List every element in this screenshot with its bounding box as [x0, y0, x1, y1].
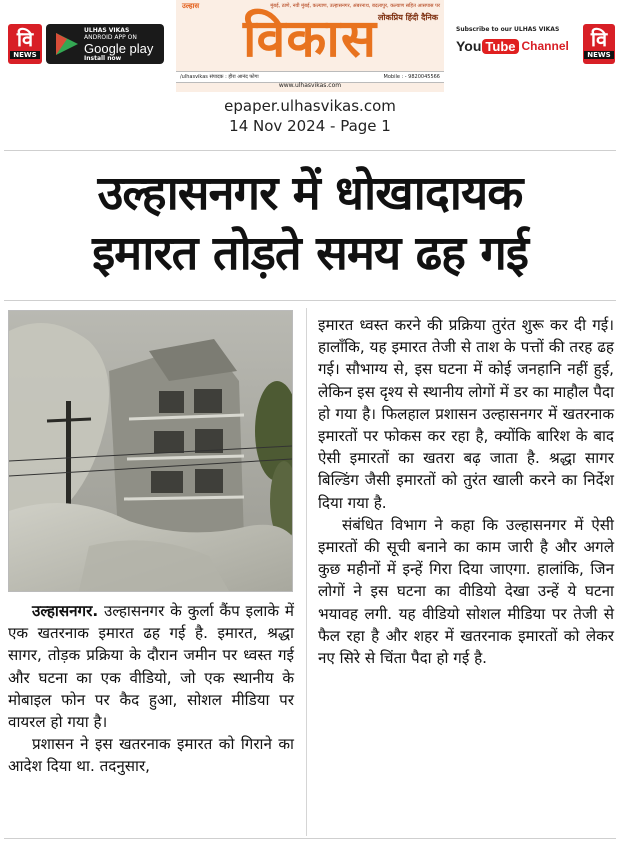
contact-mobile: Mobile : - 9820045566 [383, 74, 440, 80]
article-paragraph-4: संबंधित विभाग ने कहा कि उल्हासनगर में ऐसी इमारतों की सूची बनाने का काम जारी है और अगले कुछ महीनों में इन्हें गिरा दिया जाएगा. हालांकि, जिन लोगों ने इस घटना का वीडियो देखा उन्हें ये घटना भयावह लगी. यह वीडियो सोशल मीडिया पर तेजी से फैल रहा है और शहर में खतरनाक इमारतों को लेकर नए सिरे से चिंता पैदा हो गई है. [318, 515, 614, 668]
newspaper-nameplate [176, 0, 444, 92]
divider [4, 838, 616, 839]
ulhas-vikas-news-logo-right[interactable] [583, 24, 615, 64]
headline-line-1: उल्हासनगर में धोखादायक [97, 166, 523, 221]
logo-mark: वि [16, 27, 34, 51]
article-column-right [318, 314, 614, 669]
ulhas-vikas-news-logo[interactable] [8, 24, 42, 64]
logo-tag: NEWS [10, 51, 39, 59]
install-now-label: Install now [84, 55, 122, 62]
logo-mark: वि [590, 27, 608, 51]
youtube-tube: Tube [482, 39, 518, 54]
website-url[interactable]: www.ulhasvikas.com [278, 82, 342, 89]
social-handle: /ulhasvikas संपादक : हीरा आनंद फोगा [180, 74, 259, 80]
masthead [0, 0, 620, 92]
subscribe-text: Subscribe to our ULHAS VIKAS [456, 26, 560, 33]
article-column-left [8, 600, 294, 778]
article-paragraph-2: प्रशासन ने इस खतरनाक इमारत को गिराने का आदेश दिया था. तदनुसार, [8, 735, 294, 776]
edition-date-page: 14 Nov 2024 - Page 1 [229, 117, 391, 135]
collapsed-building-photo [8, 310, 293, 592]
paragraph-1-text: उल्हासनगर के कुर्ला कैंप इलाके में एक खतरनाक इमारत ढह गई है. इमारत, श्रद्धा सागर, तोड़क प्रक्रिया के दौरान जमीन पर ध्वस्त गई और घटना का एक वीडियो, जो एक स्थानीय के मोबाइल फोन पर कैद हुआ, सोशल मीडिया पर वायरल हो गया है। [8, 602, 294, 732]
app-brand: ULHAS VIKAS [84, 27, 130, 34]
google-play-label: Google play [84, 41, 154, 56]
youtube-logo [456, 36, 578, 56]
google-play-badge[interactable] [46, 24, 164, 64]
divider [4, 150, 616, 151]
daily-tagline: लोकप्रिय हिंदी दैनिक [377, 13, 438, 22]
epaper-url[interactable]: epaper.ulhasvikas.com [224, 97, 396, 115]
youtube-you: You [456, 38, 482, 54]
google-play-icon-accent [56, 33, 67, 55]
nameplate-prefix: उल्हास [182, 2, 200, 10]
epaper-source [0, 96, 620, 136]
dateline: उल्हासनगर. [32, 602, 99, 620]
article-paragraph-3: इमारत ध्वस्त करने की प्रक्रिया तुरंत शुरू कर दी गई। हालाँकि, यह इमारत तेजी से ताश के पत्तों की तरह ढह गई। सौभाग्य से, इस घटना में कोई जनहानि नहीं हुई, लेकिन इस दृश्य से स्थानीय लोगों में डर का माहौल पैदा हो गया है। फिलहाल प्रशासन उल्हासनगर में खतरनाक इमारतों पर फोकस कर रहा है, क्योंकि बारिश के बाद ऐसी इमारतों का खतरा बढ़ जाता है. श्रद्धा सागर बिल्डिंग जैसी इमारतों को तुरंत खाली करने का निर्देश दिया गया है. [318, 316, 614, 512]
logo-tag: NEWS [584, 51, 613, 59]
coverage-tagline: मुंबई, ठाणे, नवी मुंबई, कल्याण, उल्हासनगर, अंबरनाथ, बदलापुर, कल्याण सहित आसपास पर [270, 3, 440, 9]
divider [4, 300, 616, 301]
headline-line-2: इमारत तोड़ते समय ढह गई [92, 226, 528, 281]
newspaper-title: विकास [243, 8, 377, 69]
youtube-subscribe-banner[interactable] [456, 24, 578, 64]
column-divider [306, 308, 307, 836]
youtube-channel: Channel [521, 39, 569, 53]
app-available-text: ANDROID APP ON [84, 34, 137, 41]
article-paragraph-1 [8, 600, 294, 733]
article-headline [6, 164, 614, 284]
